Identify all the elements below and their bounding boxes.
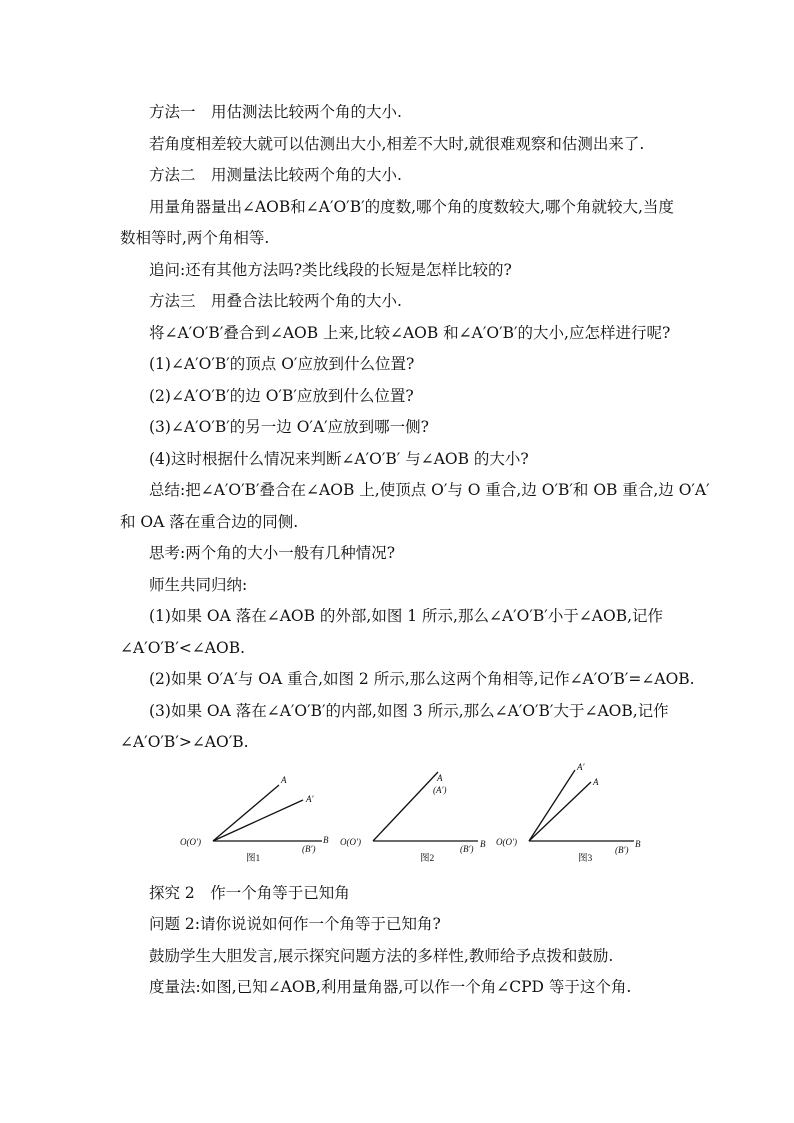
paragraph-summary-line1: 总结:把∠A′O′B′叠合在∠AOB 上,使顶点 O′与 O 重合,边 O′B′和 OB 重合,边 O′A′ [149,481,710,499]
paragraph-step-1: (1)∠A′O′B′的顶点 O′应放到什么位置? [149,355,415,373]
paragraph-case3-line2: ∠A′O′B′>∠AO′B. [120,733,249,751]
fig2-label-b-prime: (B′) [460,844,474,854]
paragraph-step-2: (2)∠A′O′B′的边 O′B′应放到什么位置? [149,387,414,405]
paragraph-case2: (2)如果 O′A′与 OA 重合,如图 2 所示,那么这两个角相等,记作∠A′O′B′=∠AOB. [149,670,695,688]
fig3-label-b-prime: (B′) [615,845,629,855]
paragraph-measure-line1: 用量角器量出∠AOB和∠A′O′B′的度数,哪个角的度数较大,哪个角就较大,当度 [149,198,674,216]
fig3-label-b: B [635,839,641,849]
fig1-label-b: B [323,835,329,845]
paragraph-follow-up: 追问:还有其他方法吗?类比线段的长短是怎样比较的? [149,261,512,279]
fig3-label-a-prime: A′ [577,762,585,772]
paragraph-summary-line2: 和 OA 落在重合边的同侧. [120,513,299,531]
fig3-caption: 图3 [578,854,593,864]
fig1-ray-oa [213,785,279,841]
paragraph-method-two: 方法二 用测量法比较两个角的大小. [149,166,402,184]
paragraph-step-3: (3)∠A′O′B′的另一边 O′A′应放到哪一侧? [149,418,429,436]
fig3-vertex-label: O(O′) [496,837,517,847]
fig1-label-a-prime: A′ [306,794,314,804]
fig1-caption: 图1 [246,854,261,864]
paragraph-method-three: 方法三 用叠合法比较两个角的大小. [149,292,402,310]
fig1-label-a: A [281,775,287,785]
fig3-ray-oa [529,782,591,841]
fig1-label-b-prime: (B′) [302,844,316,854]
fig2-ray-oa [373,772,438,841]
fig2-label-b: B [480,839,486,849]
fig1-ray-oa-prime [213,800,303,841]
paragraph-method-one: 方法一 用估测法比较两个角的大小. [149,103,402,121]
paragraph-case3-line1: (3)如果 OA 落在∠A′O′B′的内部,如图 3 所示,那么∠A′O′B′大于∠AOB,记作 [149,702,669,720]
fig3-ray-oa-prime [529,770,575,841]
paragraph-measure-method: 度量法:如图,已知∠AOB,利用量角器,可以作一个角∠CPD 等于这个角. [149,978,632,996]
paragraph-case1-line2: ∠A′O′B′<∠AOB. [120,639,246,657]
paragraph-measure-line2: 数相等时,两个角相等. [120,229,270,247]
fig1-vertex-label: O(O′) [180,837,201,847]
angle-figures [175,760,655,870]
fig2-label-a-prime: (A′) [433,785,447,795]
paragraph-question-2: 问题 2:请你说说如何作一个角等于已知角? [149,915,441,933]
paragraph-think: 思考:两个角的大小一般有几种情况? [149,544,396,562]
paragraph-conclude: 师生共同归纳: [149,576,248,594]
paragraph-explore-2: 探究 2 作一个角等于已知角 [149,884,350,902]
angle-figures-svg [175,760,655,870]
fig2-caption: 图2 [420,854,435,864]
paragraph-case1-line1: (1)如果 OA 落在∠AOB 的外部,如图 1 所示,那么∠A′O′B′小于∠AOB,记作 [149,607,664,625]
fig3-label-a: A [593,777,599,787]
paragraph-overlap-question: 将∠A′O′B′叠合到∠AOB 上来,比较∠AOB 和∠A′O′B′的大小,应怎样进行呢? [149,324,671,342]
paragraph-estimate-note: 若角度相差较大就可以估测出大小,相差不大时,就很难观察和估测出来了. [149,135,645,153]
paragraph-step-4: (4)这时根据什么情况来判断∠A′O′B′ 与∠AOB 的大小? [149,450,529,468]
paragraph-encourage: 鼓励学生大胆发言,展示探究问题方法的多样性,教师给予点拨和鼓励. [149,947,614,965]
fig2-vertex-label: O(O′) [340,837,361,847]
fig2-label-a: A [437,773,443,783]
